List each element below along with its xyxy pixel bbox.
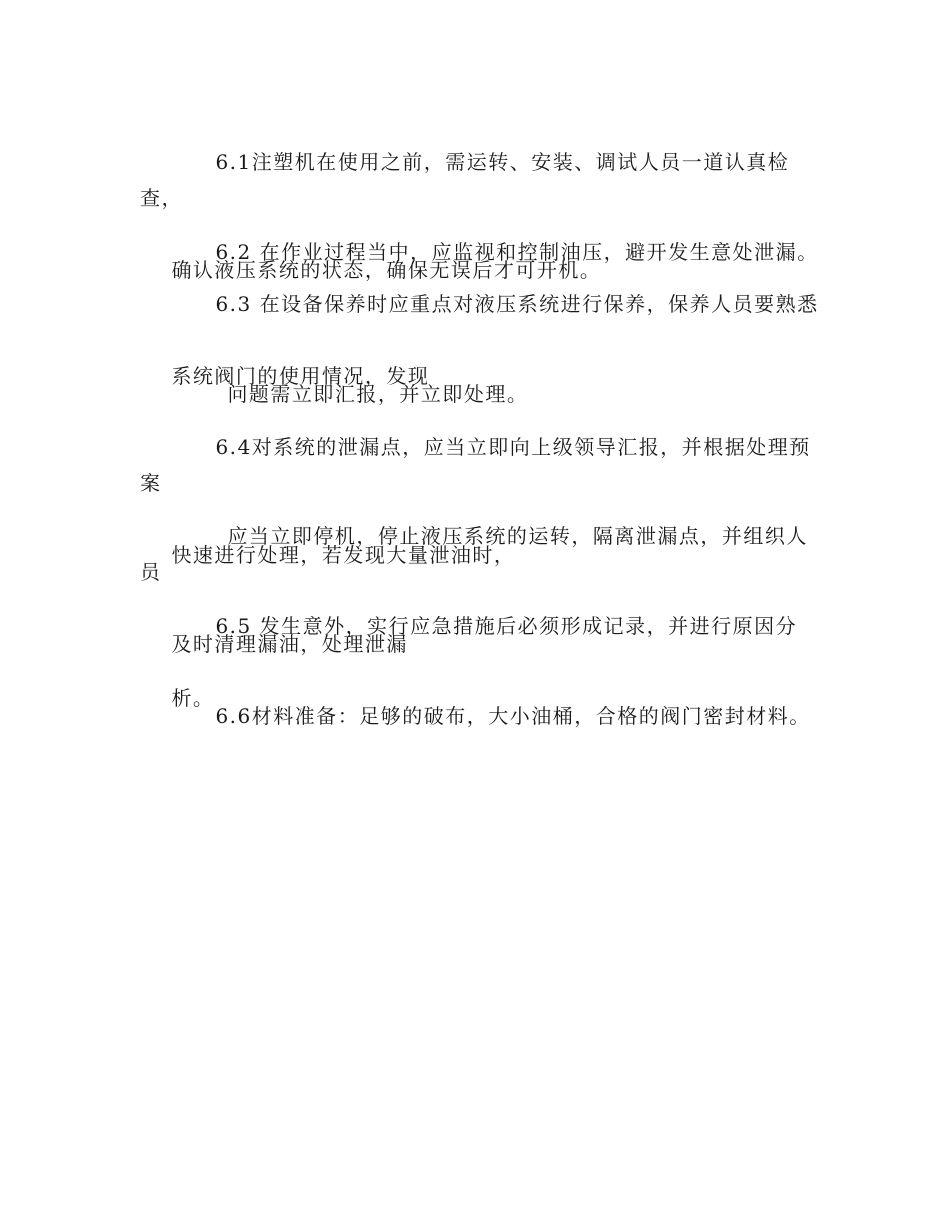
- paragraph-line: 6.2 在作业过程当中，应监视和控制油压，避开发生意处泄漏。: [215, 240, 819, 264]
- paragraph-line: 确认液压系统的状态，确保无误后才可开机。: [171, 258, 602, 282]
- paragraph-line: 问题需立即汇报，并立即处理。: [227, 382, 529, 406]
- paragraph-line: 快速进行处理，若发现大量泄油时，: [171, 543, 516, 567]
- paragraph-line: 6.6材料准备：足够的破布，大小油桶，合格的阀门密封材料。: [215, 704, 811, 728]
- paragraph-line: 6.3 在设备保养时应重点对液压系统进行保养，保养人员要熟悉: [215, 292, 819, 316]
- paragraph-line: 6.4对系统的泄漏点，应当立即向上级领导汇报，并根据处理预案: [140, 435, 811, 495]
- paragraph-line: 析。: [171, 686, 215, 710]
- paragraph-line: 系统阀门的使用情况，发现: [171, 364, 430, 388]
- paragraph-line: 6.5 发生意外，实行应急措施后必须形成记录，并进行原因分: [215, 614, 798, 638]
- paragraph-line: 6.1注塑机在使用之前，需运转、安装、调试人员一道认真检查，: [140, 150, 790, 210]
- paragraph-6-6: [140, 662, 820, 770]
- paragraph-line: 应当立即停机，停止液压系统的运转，隔离泄漏点，并组织人员: [140, 524, 808, 584]
- paragraph-line: 及时清理漏油，处理泄漏: [171, 632, 408, 656]
